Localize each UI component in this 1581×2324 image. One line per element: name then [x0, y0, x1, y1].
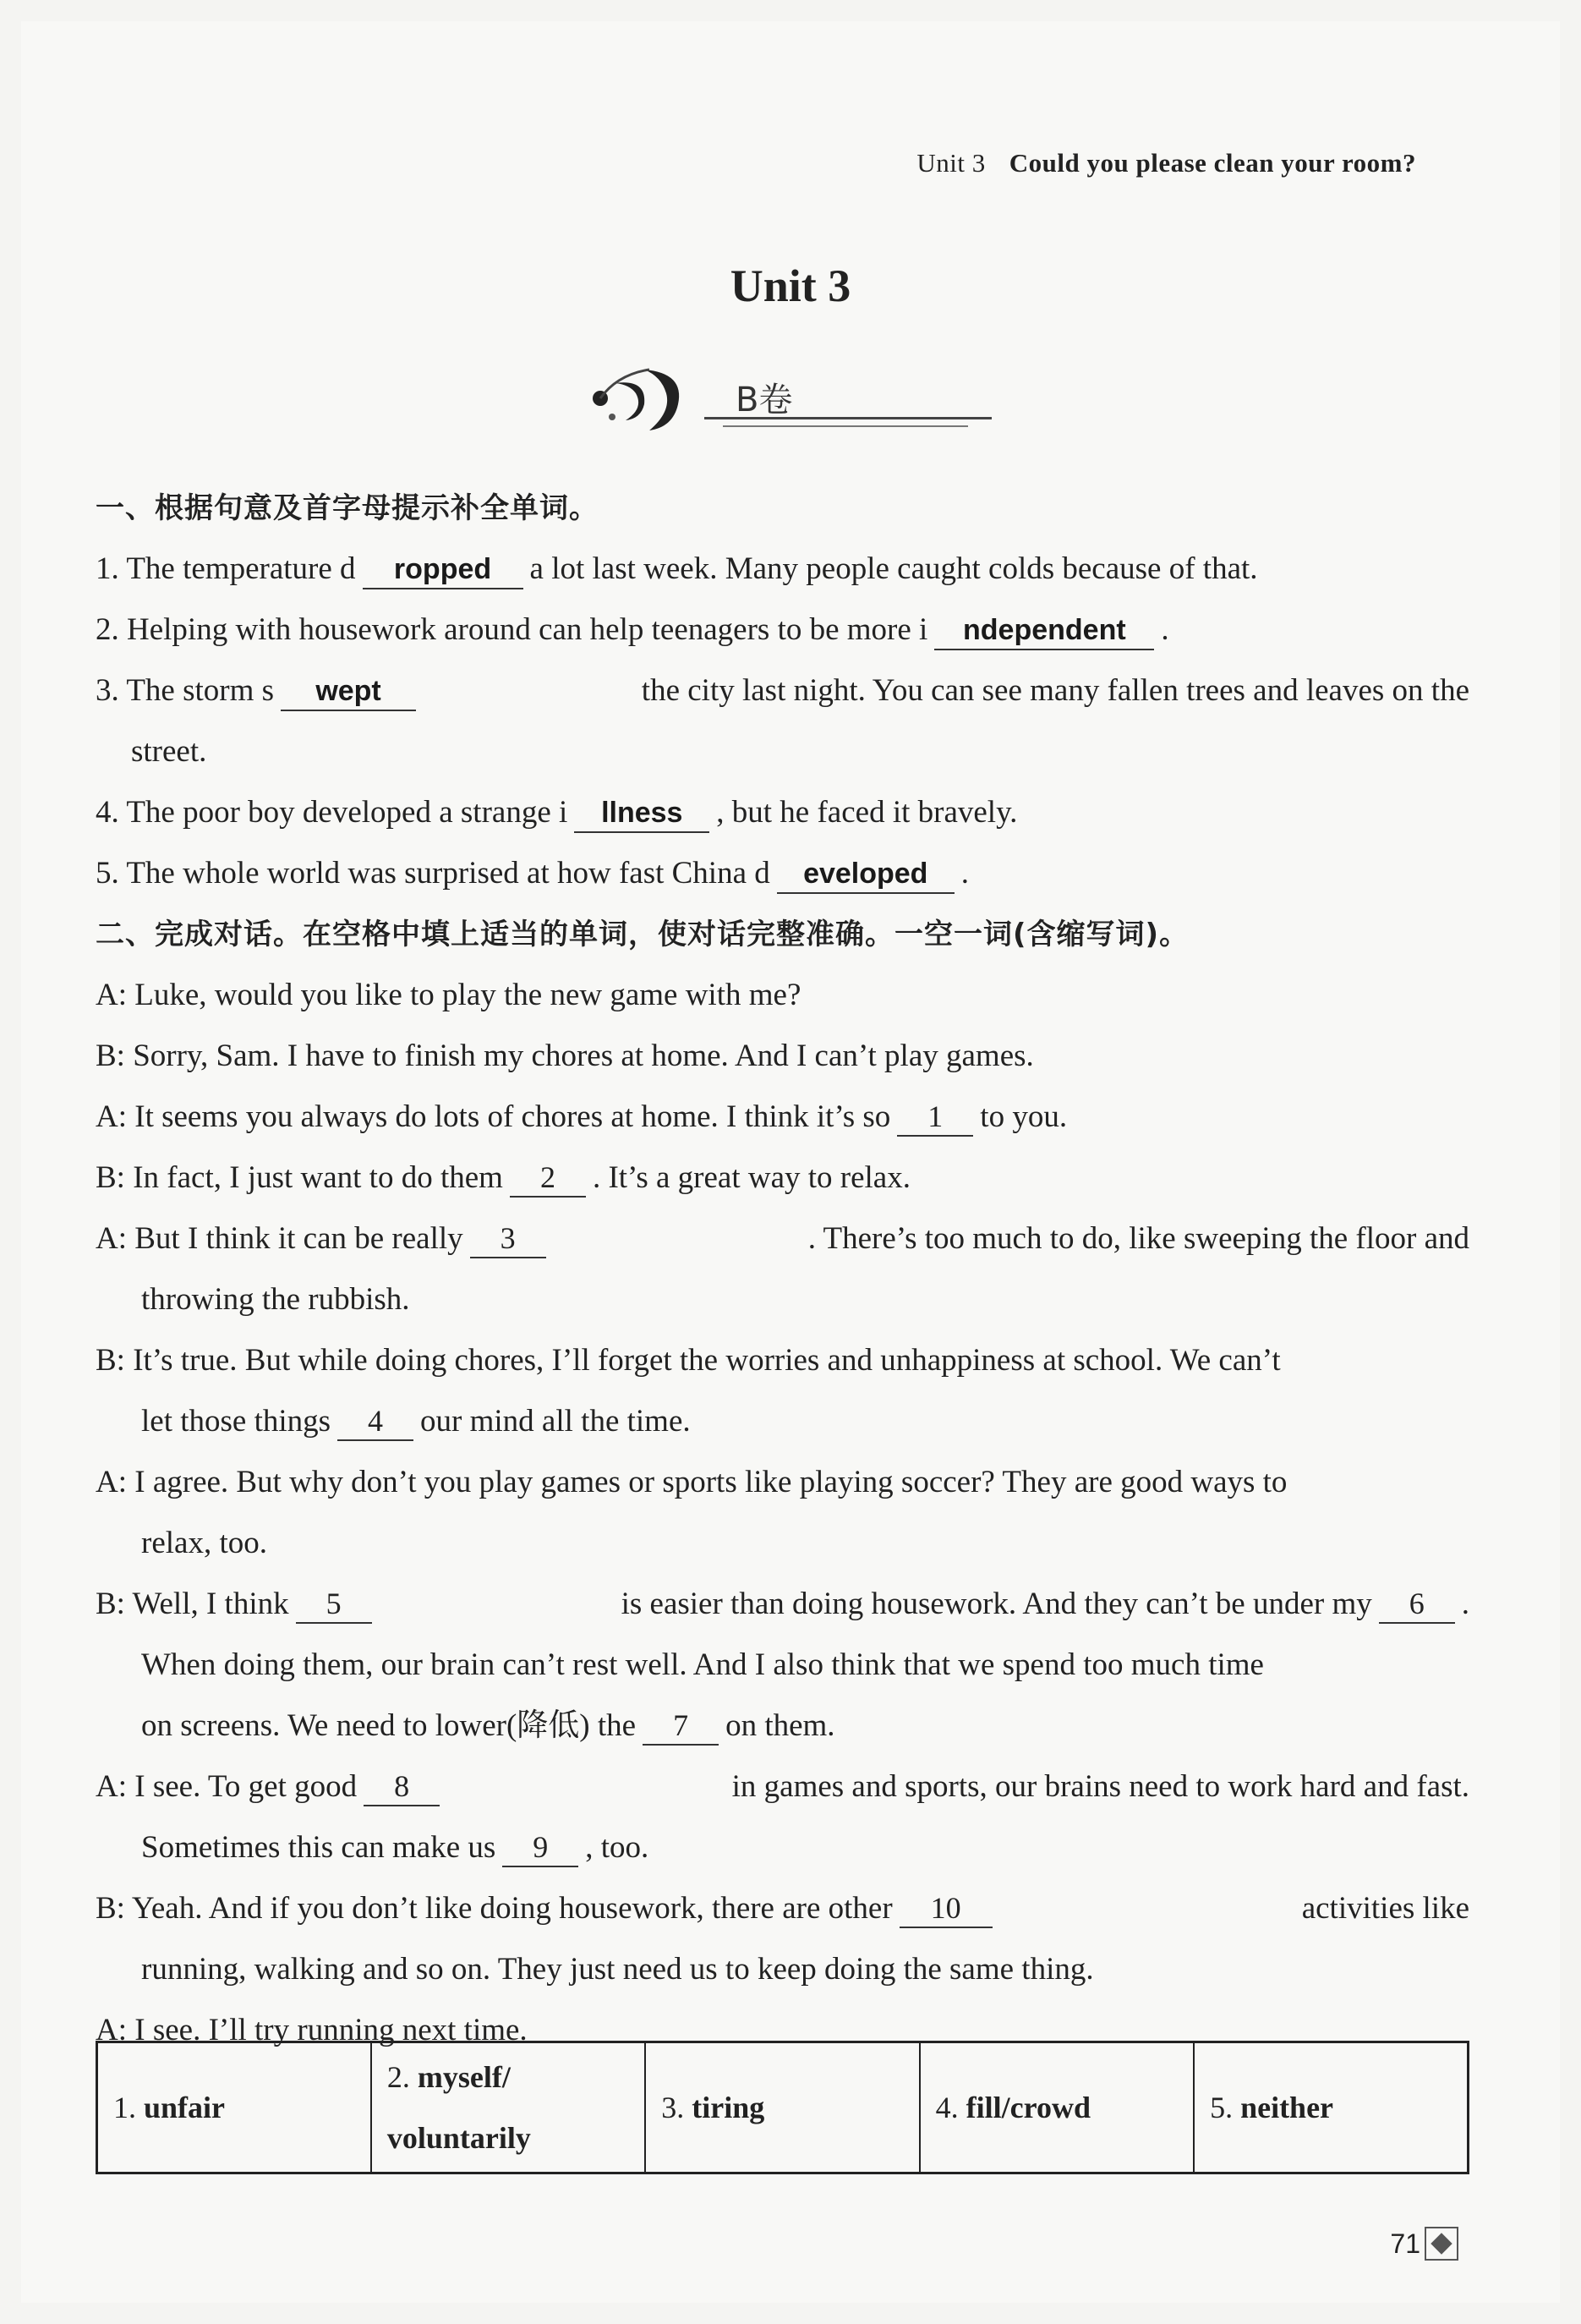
dialogue-line: When doing them, our brain can’t rest well. And I also think that we spend too much time: [141, 1647, 1264, 1682]
answer-cell: 4. fill/crowd: [920, 2042, 1194, 2173]
part1-item-continuation: street.: [131, 734, 207, 769]
dialogue-line: A: Luke, would you like to play the new game with me?: [96, 978, 801, 1012]
dialogue-line: B: In fact, I just want to do them 2 . It’s a great way to relax.: [96, 1148, 1469, 1209]
dialogue-line: let those things 4 our mind all the time.: [96, 1391, 1469, 1452]
answer-blank: eveloped: [777, 855, 955, 894]
dialogue-line: on screens. We need to lower(降低) the 7 on them.: [96, 1696, 1469, 1757]
answer-blank: llness: [574, 794, 709, 833]
dialogue-line: B: It’s true. But while doing chores, I’ll forget the worries and unhappiness at school. We can’t: [96, 1343, 1281, 1378]
dialogue-line: B: Yeah. And if you don’t like doing housework, there are other 10 activities like: [96, 1878, 1469, 1939]
dialogue-line: B: Well, I think 5 is easier than doing housework. And they can’t be under my 6 .: [96, 1574, 1469, 1635]
dialogue-line: A: I see. To get good 8 in games and sports, our brains need to work hard and fast.: [96, 1757, 1469, 1817]
part1-item: 1. The temperature d ropped a lot last week. Many people caught colds because of that.: [96, 539, 1469, 600]
part1-item: 2. Helping with housework around can help teenagers to be more i ndependent .: [96, 600, 1469, 660]
blank-2: 2: [510, 1159, 586, 1198]
part1-heading: 一、根据句意及首字母提示补全单词。: [96, 491, 599, 525]
answer-table: [96, 2041, 1469, 2174]
running-header: [916, 148, 1416, 178]
answer-blank: ropped: [363, 551, 523, 589]
blank-7: 7: [643, 1707, 719, 1746]
dialogue-line: Sometimes this can make us 9 , too.: [96, 1817, 1469, 1878]
blank-5: 5: [296, 1585, 372, 1624]
dialogue-line: A: I see. I’ll try running next time.: [96, 2013, 528, 2047]
answer-cell: 5. neither: [1194, 2042, 1468, 2173]
dialogue-line: throwing the rubbish.: [141, 1282, 410, 1317]
part1-item: 4. The poor boy developed a strange i llness , but he faced it bravely.: [96, 782, 1469, 843]
header-subtitle: Could you please clean your room?: [1009, 148, 1416, 178]
dialogue-line: running, walking and so on. They just need us to keep doing the same thing.: [141, 1952, 1094, 1987]
blank-10: 10: [900, 1889, 993, 1928]
answer-blank: wept: [281, 672, 416, 711]
answer-blank: ndependent: [934, 611, 1154, 650]
blank-3: 3: [470, 1220, 546, 1258]
section-underline-thin: [723, 425, 968, 427]
part1-item: 3. The storm s wept the city last night. You can see many fallen trees and leaves on the: [96, 660, 1469, 721]
blank-8: 8: [364, 1768, 440, 1806]
section-label: B卷: [736, 381, 793, 419]
blank-6: 6: [1379, 1585, 1455, 1624]
exercise-content: [96, 478, 1469, 2061]
blank-9: 9: [502, 1828, 578, 1867]
dialogue-line: A: I agree. But why don’t you play games or sports like playing soccer? They are good ways to: [96, 1465, 1288, 1499]
answer-row: [97, 2042, 1469, 2173]
page-number: 71: [1390, 2228, 1420, 2259]
dialogue-line: B: Sorry, Sam. I have to finish my chores at home. And I can’t play games.: [96, 1039, 1034, 1073]
blank-1: 1: [897, 1098, 973, 1137]
part1-item: 5. The whole world was surprised at how fast China d eveloped .: [96, 843, 1469, 904]
answer-cell: 3. tiring: [645, 2042, 919, 2173]
page: [21, 21, 1560, 2303]
answer-cell: 1. unfair: [97, 2042, 371, 2173]
page-diamond-icon: [1425, 2227, 1458, 2261]
dialogue-line: A: But I think it can be really 3 . There’s too much to do, like sweeping the floor and: [96, 1209, 1469, 1269]
dialogue-line: relax, too.: [141, 1526, 267, 1560]
answer-cell: 2. myself/ voluntarily: [371, 2042, 645, 2173]
part2-heading: 二、完成对话。在空格中填上适当的单词，使对话完整准确。一空一词(含缩写词)。: [96, 918, 1190, 951]
header-unit: Unit 3: [916, 148, 986, 178]
dialogue-line: A: It seems you always do lots of chores at home. I think it’s so 1 to you.: [96, 1087, 1469, 1148]
blank-4: 4: [337, 1402, 413, 1441]
unit-title: Unit 3: [730, 260, 851, 311]
